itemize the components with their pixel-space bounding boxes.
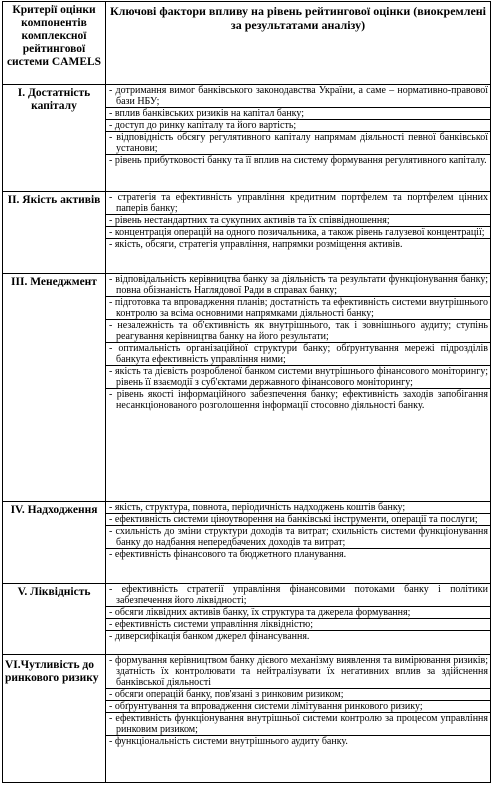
table-row: [3, 85, 491, 192]
factor-item: - стратегія та ефективність управління кредитним портфелем та портфелем цінних паперів банку;: [106, 192, 490, 215]
factors-cell: [106, 502, 491, 584]
factor-item: - відповідність обсягу регулятивного капіталу напрямам діяльності певної банківської установи;: [106, 132, 490, 155]
factor-item: - ефективність фінансового та бюджетного планування.: [109, 549, 347, 560]
factor-item: - ефективність функціонування внутрішньої системи контролю за процесом управління ринковим ризиком;: [106, 713, 490, 736]
factor-item: - функціональність системи внутрішнього аудиту банку.: [109, 736, 348, 747]
criterion-cell: V. Ліквідність: [3, 584, 106, 655]
factor-item: - підготовка та впровадження планів; достатність та ефективність системи внутрішнього контролю за всіма основними напрямками діяльності банку;: [106, 297, 490, 320]
criterion-cell: IV. Надходження: [3, 502, 106, 584]
factor-item: - якість та дієвість розробленої банком системи внутрішнього фінансового моніторингу; рівень її взаємодії з суб'єктами державного фінансового моніторингу;: [106, 366, 490, 389]
factor-item: - незалежність та об'єктивність як внутрішнього, так і зовнішнього аудиту; ступінь реагування керівництва банку на його результати;: [106, 320, 490, 343]
factors-cell: [106, 655, 491, 783]
table-row: [3, 192, 491, 274]
factor-item: - обсяги операцій банку, пов'язані з ринковим ризиком;: [106, 689, 490, 701]
factor-item: - рівень нестандартних та сукупних активів та їх співвідношення;: [106, 215, 490, 227]
table-row: [3, 655, 491, 783]
table-row: [3, 502, 491, 584]
factor-item: - дотримання вимог банківського законодавства України, а саме – нормативно-правової бази НБУ;: [106, 85, 490, 108]
factor-item: - рівень прибутковості банку та її вплив на систему формування регулятивного капіталу.: [109, 155, 487, 166]
factor-item: - обґрунтування та впровадження системи лімітування ринкового ризику;: [106, 701, 490, 713]
factor-item: - диверсифікація банком джерел фінансування.: [109, 631, 310, 642]
camels-factors-table: [2, 1, 491, 783]
factor-item: - обсяги ліквідних активів банку, їх структура та джерела формування;: [106, 607, 490, 619]
factor-item: - схильність до зміни структури доходів та витрат; схильність системи функціонування банку до надбання непередбачених доходів та витрат;: [106, 526, 490, 549]
header-criteria: Критерії оцінки компонентів комплексної рейтингової системи CAMELS: [3, 2, 106, 85]
factor-item: - доступ до ринку капіталу та його вартість;: [106, 120, 490, 132]
factor-item: - вплив банківських ризиків на капітал банку;: [106, 108, 490, 120]
factor-item: - формування керівництвом банку дієвого механізму виявлення та вимірювання ризиків; здатність їх контролювати та нейтралізувати їх негативних вплив за здійснення банківської діяльності: [106, 655, 490, 689]
factor-item: - відповідальність керівництва банку за діяльність та результати функціонування банку; повна обізнаність Наглядової Ради в справах банку;: [106, 274, 490, 297]
header-factors: Ключові фактори впливу на рівень рейтингової оцінки (виокремлені за результатами аналізу): [106, 2, 491, 85]
factor-item: - концентрація операцій на одного позичальника, а також рівень галузевої концентрації;: [106, 227, 490, 239]
factors-cell: [106, 274, 491, 502]
factor-item: - рівень якості інформаційного забезпечення банку; ефективність заходів запобігання несанкціонованого розголошення інформації стосовно діяльності банку.: [109, 389, 488, 411]
factor-item: - ефективність системи управління ліквідністю;: [106, 619, 490, 631]
table-body: [3, 85, 491, 783]
factor-item: - ефективність стратегії управління фінансовими потоками банку і політики забезпечення його ліквідності;: [106, 584, 490, 607]
factor-item: - якість, обсяги, стратегія управління, напрямки розміщення активів.: [109, 239, 403, 250]
criterion-cell: I. Достатність капіталу: [3, 85, 106, 192]
factors-cell: [106, 85, 491, 192]
factors-cell: [106, 192, 491, 274]
factor-item: - ефективність системи ціноутворення на банківські інструменти, операції та послуги;: [106, 514, 490, 526]
table-row: [3, 274, 491, 502]
criterion-cell: VI.Чутливість до ринкового ризику: [3, 655, 106, 783]
factors-cell: [106, 584, 491, 655]
table-row: [3, 584, 491, 655]
criterion-cell: II. Якість активів: [3, 192, 106, 274]
factor-item: - якість, структура, повнота, періодичність надходжень коштів банку;: [106, 502, 490, 514]
table-header-row: [3, 2, 491, 85]
factor-item: - оптимальність організаційної структури банку; обґрунтування мережі підрозділів банкута ефективність управління ними;: [106, 343, 490, 366]
criterion-cell: III. Менеджмент: [3, 274, 106, 502]
